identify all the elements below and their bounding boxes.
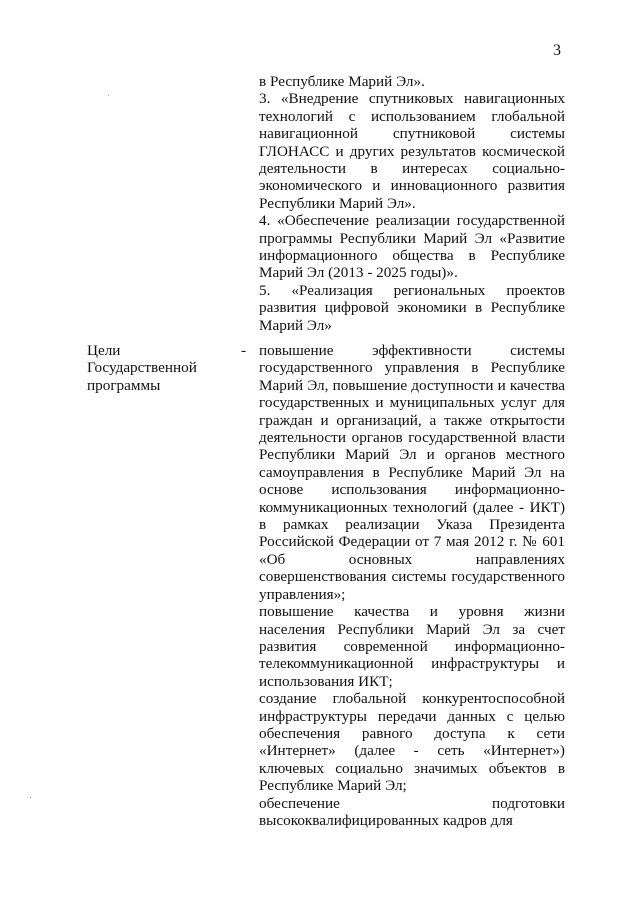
subprogram-list: [259, 73, 565, 334]
goal-item: обеспечение подготовки высококвалифицированных кадров для: [259, 794, 565, 829]
scan-speck: [30, 797, 31, 798]
label-separator-dash: -: [241, 342, 247, 359]
subprogram-item: 4. «Обеспечение реализации государственной программы Республики Марий Эл «Развитие информационного общества в Республике Марий Эл (2013 - 2025 годы)».: [259, 212, 565, 282]
goals-label-line: Цели: [87, 342, 121, 359]
goals-label: [87, 342, 227, 394]
goal-item: повышение эффективности системы государственного управления в Республике Марий Эл, повышение доступности и качества государственных и муниципальных услуг для граждан и организаций, а также открытости деятельности органов государственной власти Республики Марий Эл и органов местного самоуправления в Республике Марий Эл на основе использования информационно-коммуникационных технологий (далее - ИКТ) в рамках реализации Указа Президента Российской Федерации от 7 мая 2012 г. № 601 «Об основных направлениях совершенствования системы государственного управления»;: [259, 342, 565, 603]
subprogram-item: 3. «Внедрение спутниковых навигационных технологий с использованием глобальной навигационной спутниковой системы ГЛОНАСС и других результатов космической деятельности в интересах социально-экономического и инновационного развития Республики Марий Эл».: [259, 90, 565, 212]
goals-list: [259, 342, 565, 829]
subprogram-item: в Республике Марий Эл».: [259, 73, 425, 90]
goals-label-line: Государственной: [87, 359, 197, 377]
subprogram-item: 5. «Реализация региональных проектов развития цифровой экономики в Республике Марий Эл»: [259, 281, 565, 334]
goals-label-line: программы: [87, 376, 161, 394]
scan-speck: [108, 95, 109, 96]
page-number: 3: [553, 42, 561, 59]
goal-item: повышение качества и уровня жизни населения Республики Марий Эл за счет развития современной информационно-телекоммуникационной инфраструктуры и использования ИКТ;: [259, 603, 565, 690]
goal-item: создание глобальной конкурентоспособной инфраструктуры передачи данных с целью обеспечения равного доступа к сети «Интернет» (далее - сеть «Интернет») ключевых социально значимых объектов в Республике Марий Эл;: [259, 690, 565, 795]
